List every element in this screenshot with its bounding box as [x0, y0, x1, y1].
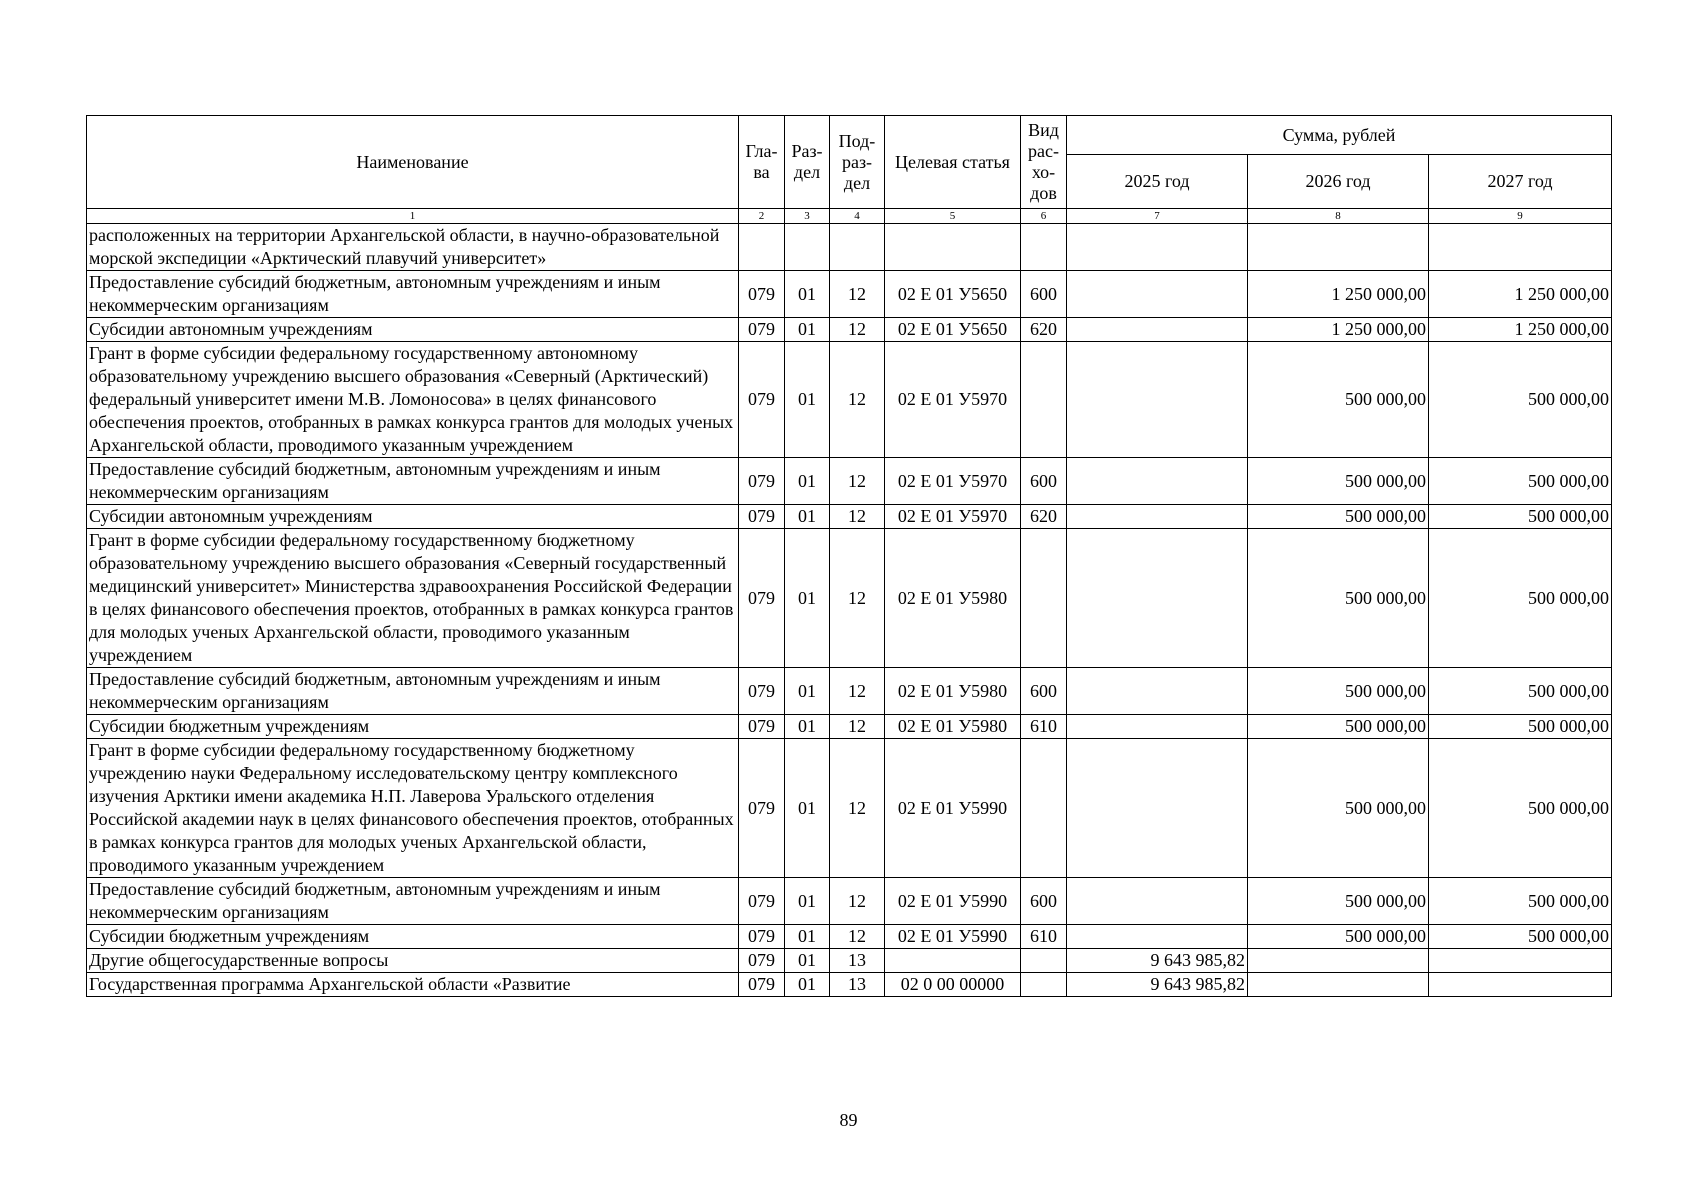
table-row [87, 715, 1612, 739]
cell-name: Субсидии бюджетным учреждениям [87, 925, 739, 949]
cell-name: Предоставление субсидий бюджетным, автономным учреждениям и иным некоммерческим организациям [87, 271, 739, 318]
cell-name: расположенных на территории Архангельской области, в научно-образовательной морской экспедиции «Арктический плавучий университет» [87, 224, 739, 271]
cell-sum-2025 [1067, 668, 1248, 715]
table-row [87, 318, 1612, 342]
cell-glava: 079 [739, 878, 785, 925]
cell-vid-rashodov: 600 [1021, 271, 1067, 318]
header-podrazdel: Под-раз-дел [830, 116, 885, 209]
cell-glava: 079 [739, 318, 785, 342]
cell-podrazdel: 12 [830, 668, 885, 715]
cell-celevaya-statya: 02 Е 01 У5990 [885, 739, 1021, 878]
cell-glava: 079 [739, 458, 785, 505]
cell-name: Субсидии автономным учреждениям [87, 318, 739, 342]
cell-sum-2027: 500 000,00 [1429, 505, 1612, 529]
cell-name: Предоставление субсидий бюджетным, автономным учреждениям и иным некоммерческим организациям [87, 668, 739, 715]
cell-sum-2026: 500 000,00 [1248, 715, 1429, 739]
page-number: 89 [839, 1110, 858, 1130]
cell-sum-2025 [1067, 224, 1248, 271]
cell-razdel: 01 [785, 318, 830, 342]
cell-sum-2027: 500 000,00 [1429, 878, 1612, 925]
cell-podrazdel: 12 [830, 529, 885, 668]
cell-name: Грант в форме субсидии федеральному государственному бюджетному учреждению науки Федеральному исследовательскому центру комплексного изучения Арктики имени академика Н.П. Лаверова Уральского отделения Российской академии наук в целях финансового обеспечения проектов, отобранных в рамках конкурса грантов для молодых ученых Архангельской области, проводимого указанным учреждением [87, 739, 739, 878]
cell-glava: 079 [739, 925, 785, 949]
cell-glava: 079 [739, 271, 785, 318]
cell-razdel: 01 [785, 668, 830, 715]
cell-vid-rashodov: 620 [1021, 505, 1067, 529]
cell-razdel: 01 [785, 949, 830, 973]
cell-sum-2026: 500 000,00 [1248, 739, 1429, 878]
table-row [87, 668, 1612, 715]
cell-celevaya-statya: 02 Е 01 У5980 [885, 529, 1021, 668]
cell-razdel: 01 [785, 878, 830, 925]
table-row [87, 878, 1612, 925]
cell-sum-2025 [1067, 715, 1248, 739]
header-razdel: Раз-дел [785, 116, 830, 209]
cell-celevaya-statya: 02 Е 01 У5970 [885, 342, 1021, 458]
header-vid-rashodov: Вид рас-хо-дов [1021, 116, 1067, 209]
cell-vid-rashodov [1021, 224, 1067, 271]
cell-podrazdel: 12 [830, 458, 885, 505]
table-row [87, 342, 1612, 458]
cell-razdel: 01 [785, 529, 830, 668]
cell-vid-rashodov: 610 [1021, 925, 1067, 949]
header-year-2025: 2025 год [1067, 155, 1248, 209]
cell-podrazdel: 12 [830, 271, 885, 318]
cell-sum-2027: 500 000,00 [1429, 925, 1612, 949]
cell-podrazdel: 12 [830, 878, 885, 925]
column-number: 9 [1429, 209, 1612, 224]
cell-sum-2026 [1248, 949, 1429, 973]
table-row [87, 224, 1612, 271]
cell-sum-2026: 500 000,00 [1248, 529, 1429, 668]
cell-name: Грант в форме субсидии федеральному государственному бюджетному образовательному учреждению высшего образования «Северный государственный медицинский университет» Министерства здравоохранения Российской Федерации в целях финансового обеспечения проектов, отобранных в рамках конкурса грантов для молодых ученых Архангельской области, проводимого указанным учреждением [87, 529, 739, 668]
cell-razdel: 01 [785, 271, 830, 318]
cell-vid-rashodov: 620 [1021, 318, 1067, 342]
header-summa: Сумма, рублей [1067, 116, 1612, 155]
cell-sum-2025 [1067, 342, 1248, 458]
table-row [87, 271, 1612, 318]
column-numbers-row [87, 209, 1612, 224]
cell-sum-2026: 500 000,00 [1248, 668, 1429, 715]
cell-celevaya-statya: 02 0 00 00000 [885, 973, 1021, 997]
cell-glava: 079 [739, 739, 785, 878]
cell-celevaya-statya: 02 Е 01 У5990 [885, 878, 1021, 925]
cell-podrazdel: 12 [830, 715, 885, 739]
cell-vid-rashodov [1021, 973, 1067, 997]
table-body [87, 224, 1612, 997]
cell-sum-2027: 500 000,00 [1429, 739, 1612, 878]
column-number: 5 [885, 209, 1021, 224]
cell-glava: 079 [739, 505, 785, 529]
header-celevaya-statya: Целевая статья [885, 116, 1021, 209]
cell-sum-2026 [1248, 973, 1429, 997]
cell-name: Грант в форме субсидии федеральному государственному автономному образовательному учреждению высшего образования «Северный (Арктический) федеральный университет имени М.В. Ломоносова» в целях финансового обеспечения проектов, отобранных в рамках конкурса грантов для молодых ученых Архангельской области, проводимого указанным учреждением [87, 342, 739, 458]
cell-vid-rashodov: 600 [1021, 878, 1067, 925]
header-year-2027: 2027 год [1429, 155, 1612, 209]
cell-razdel: 01 [785, 925, 830, 949]
cell-glava: 079 [739, 529, 785, 668]
column-number: 3 [785, 209, 830, 224]
table-row [87, 505, 1612, 529]
cell-vid-rashodov: 600 [1021, 668, 1067, 715]
cell-celevaya-statya [885, 224, 1021, 271]
cell-sum-2026: 1 250 000,00 [1248, 318, 1429, 342]
cell-razdel: 01 [785, 458, 830, 505]
cell-sum-2026: 500 000,00 [1248, 342, 1429, 458]
cell-sum-2025 [1067, 318, 1248, 342]
cell-glava: 079 [739, 949, 785, 973]
cell-sum-2026: 500 000,00 [1248, 925, 1429, 949]
cell-razdel: 01 [785, 342, 830, 458]
cell-sum-2026: 1 250 000,00 [1248, 271, 1429, 318]
table-row [87, 973, 1612, 997]
cell-sum-2025: 9 643 985,82 [1067, 973, 1248, 997]
cell-podrazdel: 12 [830, 318, 885, 342]
cell-sum-2025 [1067, 505, 1248, 529]
cell-glava: 079 [739, 342, 785, 458]
cell-sum-2027: 1 250 000,00 [1429, 271, 1612, 318]
cell-podrazdel: 12 [830, 342, 885, 458]
cell-sum-2025 [1067, 271, 1248, 318]
cell-sum-2025: 9 643 985,82 [1067, 949, 1248, 973]
cell-sum-2027: 500 000,00 [1429, 458, 1612, 505]
cell-vid-rashodov [1021, 949, 1067, 973]
cell-vid-rashodov: 600 [1021, 458, 1067, 505]
cell-name: Предоставление субсидий бюджетным, автономным учреждениям и иным некоммерческим организациям [87, 878, 739, 925]
cell-celevaya-statya [885, 949, 1021, 973]
cell-sum-2025 [1067, 529, 1248, 668]
cell-celevaya-statya: 02 Е 01 У5650 [885, 318, 1021, 342]
cell-sum-2025 [1067, 878, 1248, 925]
cell-sum-2025 [1067, 739, 1248, 878]
cell-glava: 079 [739, 715, 785, 739]
cell-sum-2025 [1067, 458, 1248, 505]
table-header-row [87, 116, 1612, 155]
cell-sum-2026 [1248, 224, 1429, 271]
cell-sum-2027: 500 000,00 [1429, 715, 1612, 739]
table-row [87, 739, 1612, 878]
cell-podrazdel: 12 [830, 925, 885, 949]
cell-name: Субсидии бюджетным учреждениям [87, 715, 739, 739]
header-glava: Гла-ва [739, 116, 785, 209]
cell-sum-2026: 500 000,00 [1248, 458, 1429, 505]
cell-vid-rashodov: 610 [1021, 715, 1067, 739]
cell-vid-rashodov [1021, 342, 1067, 458]
cell-razdel: 01 [785, 715, 830, 739]
cell-glava [739, 224, 785, 271]
cell-celevaya-statya: 02 Е 01 У5980 [885, 668, 1021, 715]
header-name: Наименование [87, 116, 739, 209]
table-row [87, 949, 1612, 973]
header-year-2026: 2026 год [1248, 155, 1429, 209]
cell-sum-2027: 1 250 000,00 [1429, 318, 1612, 342]
cell-celevaya-statya: 02 Е 01 У5980 [885, 715, 1021, 739]
cell-name: Предоставление субсидий бюджетным, автономным учреждениям и иным некоммерческим организациям [87, 458, 739, 505]
cell-podrazdel: 13 [830, 949, 885, 973]
column-number: 6 [1021, 209, 1067, 224]
cell-podrazdel: 12 [830, 505, 885, 529]
cell-name: Субсидии автономным учреждениям [87, 505, 739, 529]
cell-sum-2026: 500 000,00 [1248, 878, 1429, 925]
cell-podrazdel: 13 [830, 973, 885, 997]
cell-glava: 079 [739, 973, 785, 997]
table-row [87, 925, 1612, 949]
cell-celevaya-statya: 02 Е 01 У5970 [885, 458, 1021, 505]
cell-podrazdel: 12 [830, 739, 885, 878]
cell-celevaya-statya: 02 Е 01 У5990 [885, 925, 1021, 949]
column-number: 7 [1067, 209, 1248, 224]
cell-celevaya-statya: 02 Е 01 У5970 [885, 505, 1021, 529]
cell-glava: 079 [739, 668, 785, 715]
cell-sum-2027: 500 000,00 [1429, 668, 1612, 715]
cell-name: Другие общегосударственные вопросы [87, 949, 739, 973]
cell-razdel: 01 [785, 973, 830, 997]
cell-sum-2027 [1429, 949, 1612, 973]
column-number: 4 [830, 209, 885, 224]
cell-celevaya-statya: 02 Е 01 У5650 [885, 271, 1021, 318]
cell-sum-2027 [1429, 973, 1612, 997]
column-number: 1 [87, 209, 739, 224]
column-number: 2 [739, 209, 785, 224]
cell-sum-2026: 500 000,00 [1248, 505, 1429, 529]
budget-table [86, 115, 1612, 997]
cell-vid-rashodov [1021, 739, 1067, 878]
cell-sum-2027: 500 000,00 [1429, 529, 1612, 668]
cell-name: Государственная программа Архангельской области «Развитие [87, 973, 739, 997]
cell-sum-2025 [1067, 925, 1248, 949]
table-row [87, 529, 1612, 668]
cell-razdel: 01 [785, 739, 830, 878]
cell-razdel: 01 [785, 505, 830, 529]
cell-razdel [785, 224, 830, 271]
cell-sum-2027 [1429, 224, 1612, 271]
column-number: 8 [1248, 209, 1429, 224]
table-row [87, 458, 1612, 505]
cell-sum-2027: 500 000,00 [1429, 342, 1612, 458]
cell-vid-rashodov [1021, 529, 1067, 668]
cell-podrazdel [830, 224, 885, 271]
